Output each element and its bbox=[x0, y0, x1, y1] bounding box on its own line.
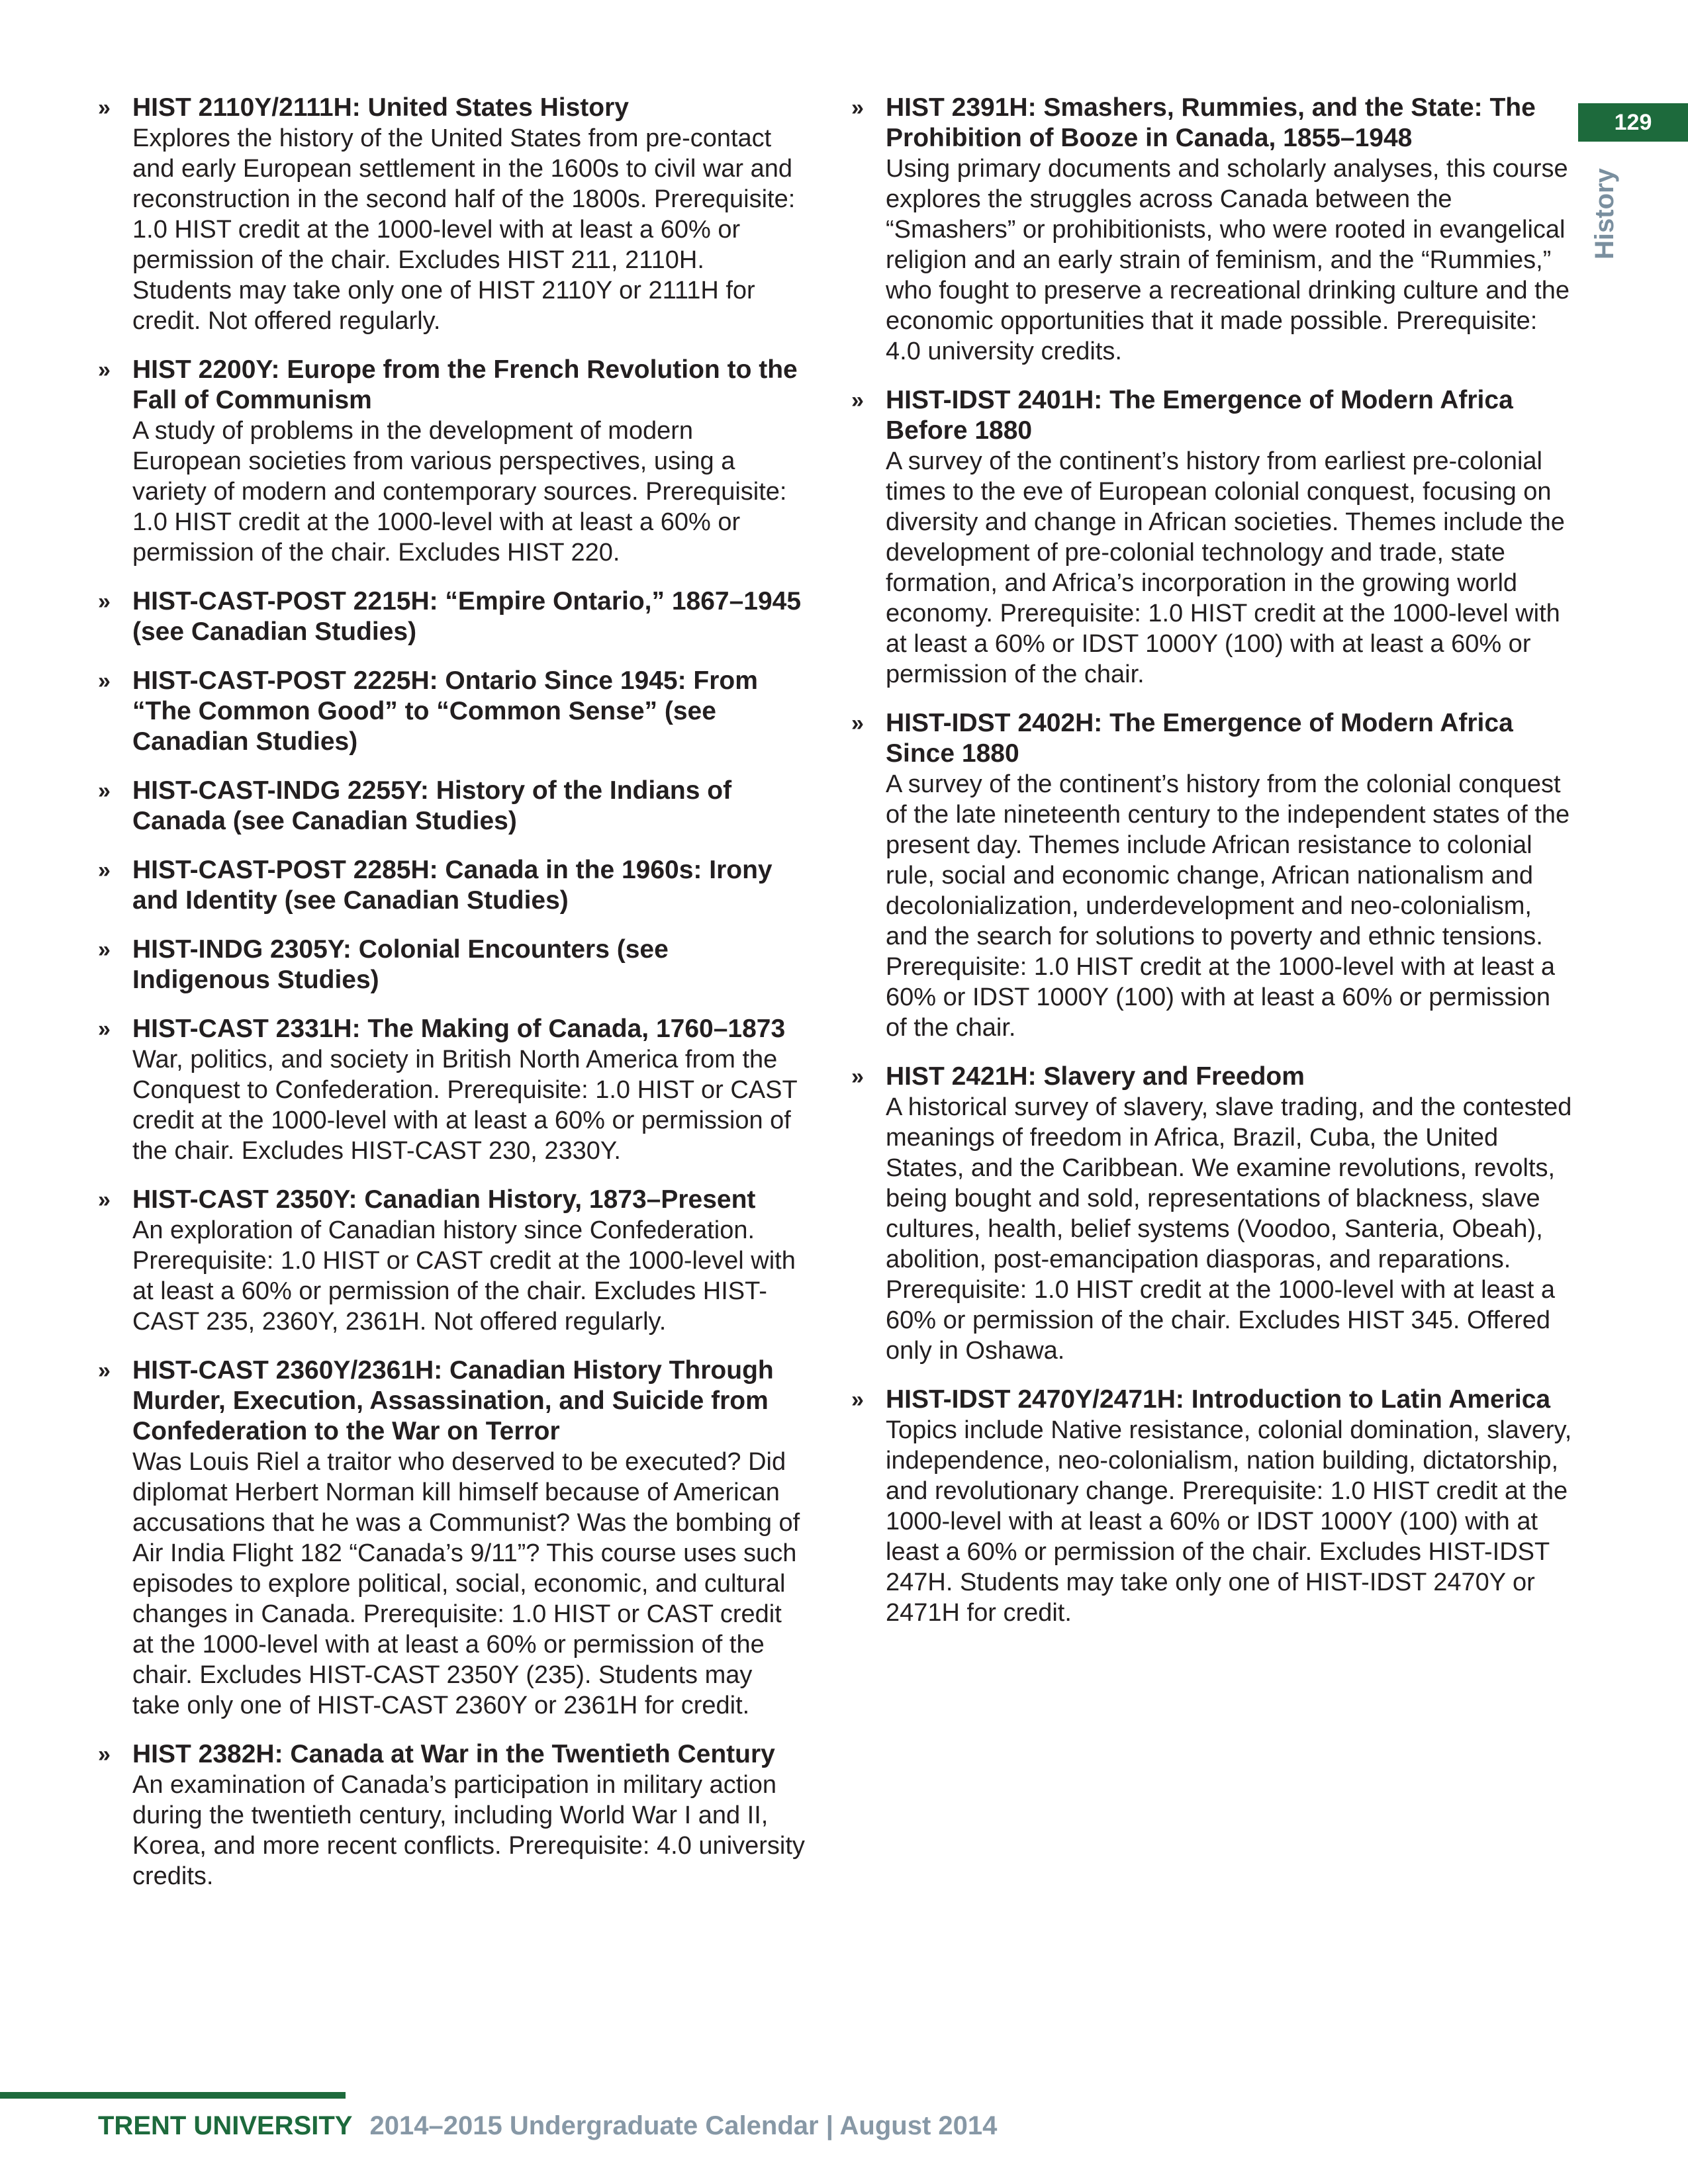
course-title: HIST 2421H: Slavery and Freedom bbox=[886, 1062, 1305, 1091]
course-entry bbox=[851, 1385, 1573, 1628]
course-description: Explores the history of the United States from pre-contact and early European settlement in the 1600s to civil war and reconstruction in the second half of the 1800s. Prerequisite: 1.0 HIST credit at the 1000-level with at least a 60% or permission of the chair. Excludes HIST 211, 2110H. Students may take only one of HIST 2110Y or 2111H for credit. Not offered regularly. bbox=[132, 124, 796, 335]
course-description: A study of problems in the development of modern European societies from various perspectives, using a variety of modern and contemporary sources. Prerequisite: 1.0 HIST credit at the 1000-level with at least a 60% or permission of the chair. Excludes HIST 220. bbox=[132, 417, 787, 567]
footer-calendar: 2014–2015 Undergraduate Calendar | August 2014 bbox=[369, 2111, 998, 2140]
right-column bbox=[851, 93, 1573, 1647]
course-entry bbox=[98, 1739, 806, 1891]
bullet-icon: » bbox=[98, 1742, 111, 1767]
course-entry bbox=[98, 93, 806, 336]
course-description: A historical survey of slavery, slave trading, and the contested meanings of freedom in Africa, Brazil, Cuba, the United States, and the Caribbean. We examine revolutions, revolts, being bought and sold, representations of blackness, slave cultures, health, belief systems (Voodoo, Santeria, Obeah), abolition, post-emancipation diasporas, and reparations. Prerequisite: 1.0 HIST credit at the 1000-level with at least a 60% or permission of the chair. Excludes HIST 345. Offered only in Oshawa. bbox=[886, 1093, 1572, 1365]
course-title: HIST-IDST 2401H: The Emergence of Modern Africa Before 1880 bbox=[886, 386, 1513, 445]
course-entry bbox=[851, 93, 1573, 367]
course-entry bbox=[851, 1062, 1573, 1366]
course-title: HIST-CAST-POST 2225H: Ontario Since 1945: From “The Common Good” to “Common Sense” (see Canadian Studies) bbox=[132, 666, 758, 756]
course-title: HIST 2382H: Canada at War in the Twentieth Century bbox=[132, 1740, 775, 1768]
course-title: HIST-IDST 2402H: The Emergence of Modern Africa Since 1880 bbox=[886, 709, 1513, 768]
course-entry bbox=[98, 776, 806, 837]
bullet-icon: » bbox=[98, 1017, 111, 1042]
course-description: War, politics, and society in British North America from the Conquest to Confederation. Prerequisite: 1.0 HIST or CAST credit at the 1000-level with at least a 60% or permission of the chair. Excludes HIST-CAST 230, 2330Y. bbox=[132, 1046, 798, 1165]
course-description: An examination of Canada’s participation in military action during the twentieth century, including World War I and II, Korea, and more recent conflicts. Prerequisite: 4.0 university credits. bbox=[132, 1771, 805, 1890]
course-entry bbox=[98, 666, 806, 757]
bullet-icon: » bbox=[98, 778, 111, 803]
course-entry bbox=[98, 586, 806, 647]
course-entry bbox=[98, 1355, 806, 1721]
course-description: An exploration of Canadian history since Confederation. Prerequisite: 1.0 HIST or CAST credit at the 1000-level with at least a 60% or permission of the chair. Excludes HIST-CAST 235, 2360Y, 2361H. Not offered regularly. bbox=[132, 1216, 796, 1336]
course-title: HIST-CAST-POST 2215H: “Empire Ontario,” 1867–1945 (see Canadian Studies) bbox=[132, 587, 802, 646]
course-description: Topics include Native resistance, colonial domination, slavery, independence, neo-colonialism, nation building, dictatorship, and revolutionary change. Prerequisite: 1.0 HIST credit at the 1000-level with at least a 60% or IDST 1000Y (100) with at least a 60% or permission of the chair. Excludes HIST-IDST 247H. Students may take only one of HIST-IDST 2470Y or 2471H for credit. bbox=[886, 1416, 1572, 1627]
course-description: Using primary documents and scholarly analyses, this course explores the struggles across Canada between the “Smashers” or prohibitionists, who were rooted in evangelical religion and an early strain of feminism, and the “Rummies,” who fought to preserve a recreational drinking culture and the economic opportunities that it made possible. Prerequisite: 4.0 university credits. bbox=[886, 155, 1570, 365]
bullet-icon: » bbox=[98, 589, 111, 614]
course-entry bbox=[98, 1014, 806, 1166]
bullet-icon: » bbox=[851, 711, 864, 736]
course-title: HIST 2391H: Smashers, Rummies, and the State: The Prohibition of Booze in Canada, 1855–1948 bbox=[886, 93, 1536, 152]
course-entry bbox=[98, 855, 806, 916]
footer-rule bbox=[0, 2092, 346, 2099]
course-title: HIST 2200Y: Europe from the French Revolution to the Fall of Communism bbox=[132, 355, 798, 414]
bullet-icon: » bbox=[98, 1187, 111, 1212]
course-description: A survey of the continent’s history from earliest pre-colonial times to the eve of European colonial conquest, focusing on diversity and change in African societies. Themes include the development of pre-colonial technology and trade, state formation, and Africa’s incorporation in the growing world economy. Prerequisite: 1.0 HIST credit at the 1000-level with at least a 60% or IDST 1000Y (100) with at least a 60% or permission of the chair. bbox=[886, 447, 1565, 688]
course-title: HIST-CAST 2360Y/2361H: Canadian History Through Murder, Execution, Assassination, and Suicide from Confederation to the War on Terror bbox=[132, 1356, 774, 1445]
course-entry bbox=[98, 934, 806, 995]
bullet-icon: » bbox=[98, 95, 111, 120]
course-entry bbox=[98, 355, 806, 568]
course-entry bbox=[98, 1185, 806, 1337]
bullet-icon: » bbox=[98, 937, 111, 962]
course-title: HIST-CAST-INDG 2255Y: History of the Indians of Canada (see Canadian Studies) bbox=[132, 776, 732, 835]
bullet-icon: » bbox=[98, 858, 111, 883]
bullet-icon: » bbox=[851, 95, 864, 120]
left-column bbox=[98, 93, 806, 1910]
course-title: HIST-CAST-POST 2285H: Canada in the 1960s: Irony and Identity (see Canadian Studies) bbox=[132, 856, 773, 915]
course-entry bbox=[851, 385, 1573, 690]
page-number: 129 bbox=[1578, 103, 1688, 142]
footer bbox=[98, 2111, 997, 2141]
bullet-icon: » bbox=[851, 1387, 864, 1412]
bullet-icon: » bbox=[98, 1358, 111, 1383]
course-title: HIST 2110Y/2111H: United States History bbox=[132, 93, 629, 122]
course-title: HIST-CAST 2331H: The Making of Canada, 1760–1873 bbox=[132, 1015, 786, 1043]
course-entry bbox=[851, 708, 1573, 1043]
course-description: Was Louis Riel a traitor who deserved to be executed? Did diplomat Herbert Norman kill himself because of American accusations that he was a Communist? Was the bombing of Air India Flight 182 “Canada’s 9/11”? This course uses such episodes to explore political, social, economic, and cultural changes in Canada. Prerequisite: 1.0 HIST or CAST credit at the 1000-level with at least a 60% or permission of the chair. Excludes HIST-CAST 2350Y (235). Students may take only one of HIST-CAST 2360Y or 2361H for credit. bbox=[132, 1448, 800, 1719]
course-title: HIST-INDG 2305Y: Colonial Encounters (see Indigenous Studies) bbox=[132, 935, 669, 994]
bullet-icon: » bbox=[98, 357, 111, 383]
course-description: A survey of the continent’s history from the colonial conquest of the late nineteenth century to the independent states of the present day. Themes include African resistance to colonial rule, social and economic change, African nationalism and decolonialization, underdevelopment and neo-colonialism, and the search for solutions to poverty and ethnic tensions. Prerequisite: 1.0 HIST credit at the 1000-level with at least a 60% or IDST 1000Y (100) with at least a 60% or permission of the chair. bbox=[886, 770, 1570, 1042]
bullet-icon: » bbox=[98, 668, 111, 694]
bullet-icon: » bbox=[851, 1064, 864, 1089]
course-title: HIST-CAST 2350Y: Canadian History, 1873–Present bbox=[132, 1185, 756, 1214]
footer-university: TRENT UNIVERSITY bbox=[98, 2111, 353, 2140]
bullet-icon: » bbox=[851, 388, 864, 413]
section-side-tab: History bbox=[1590, 168, 1619, 259]
course-title: HIST-IDST 2470Y/2471H: Introduction to Latin America bbox=[886, 1385, 1551, 1414]
